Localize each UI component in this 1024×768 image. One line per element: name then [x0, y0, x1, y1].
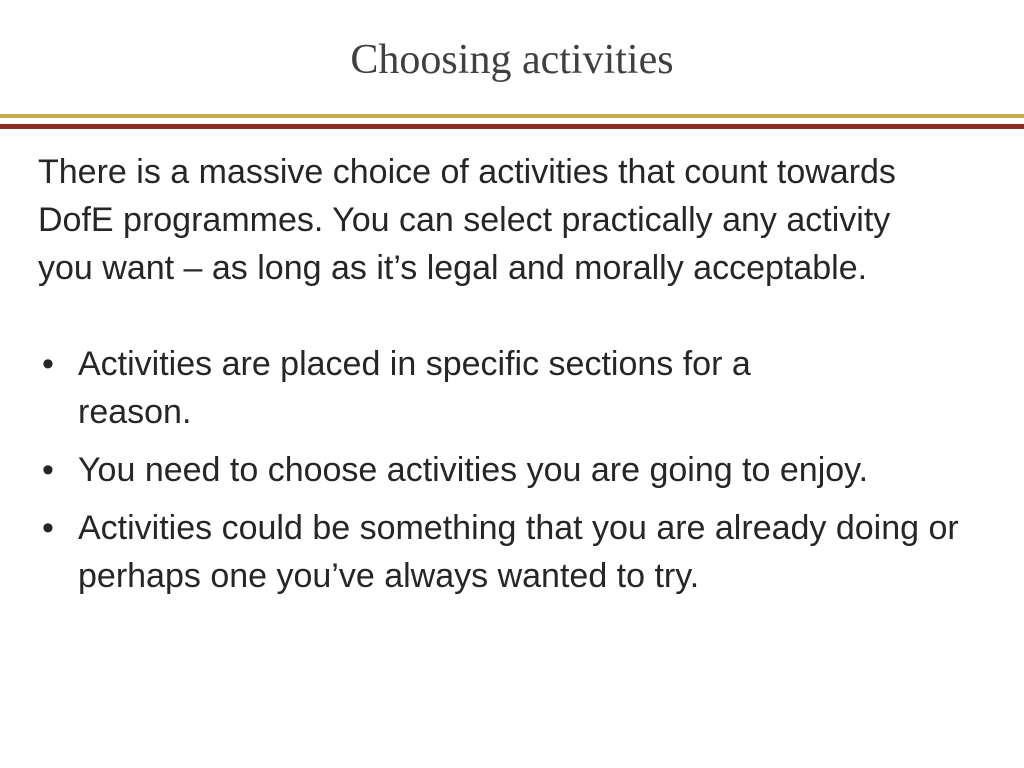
title-divider-red	[0, 124, 1024, 129]
intro-paragraph: There is a massive choice of activities that count towards DofE programmes. You can select practically any activity you want – as long as it’s legal and morally acceptable.	[38, 153, 896, 287]
bullet-item	[38, 446, 978, 494]
slide-body	[38, 148, 978, 610]
slide-title: Choosing activities	[350, 37, 674, 83]
bullet-icon: •	[42, 451, 54, 489]
bullet-icon: •	[42, 509, 54, 547]
bullet-text: You need to choose activities you are going to enjoy.	[78, 451, 869, 489]
bullet-item	[38, 504, 978, 600]
bullet-text: Activities are placed in specific sections for a reason.	[78, 345, 751, 431]
bullet-item	[38, 340, 978, 436]
title-divider-gold	[0, 114, 1024, 118]
bullet-list	[38, 340, 978, 600]
bullet-text: Activities could be something that you are already doing or perhaps one you’ve always wanted to try.	[78, 509, 959, 595]
bullet-icon: •	[42, 345, 54, 383]
